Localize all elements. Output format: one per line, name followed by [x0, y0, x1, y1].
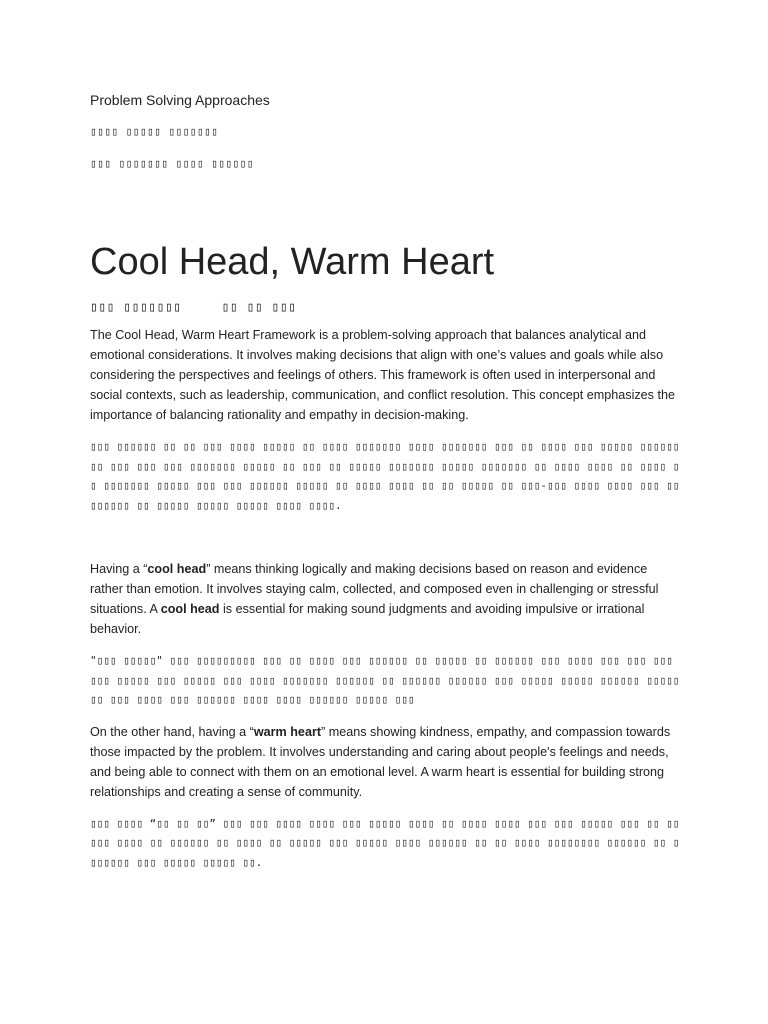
title-translation-left: ▯▯▯ ▯▯▯▯▯▯▯	[90, 300, 182, 315]
text-run: is essential for making sound judgments and avoiding impulsive or irrational behavior.	[90, 602, 645, 636]
bold-term: warm heart	[253, 724, 322, 739]
page-title: Cool Head, Warm Heart	[90, 241, 495, 283]
bold-term: cool head	[147, 562, 207, 576]
subtitle-translation-1: ▯▯▯▯ ▯▯▯▯▯ ▯▯▯▯▯▯▯	[90, 125, 219, 138]
section-gap	[90, 527, 680, 559]
document-content	[90, 90, 680, 884]
title-translation	[90, 300, 680, 315]
paragraph-cool-head	[90, 559, 680, 639]
text-run: On the other hand, having a “	[90, 724, 254, 739]
subtitle: Problem Solving Approaches	[90, 92, 270, 108]
bold-term: cool head	[160, 602, 220, 616]
paragraph-intro: The Cool Head, Warm Heart Framework is a problem-solving approach that balances analytical and emotional considerations. It involves making decisions that align with one’s values and goals while also considering the perspectives and feelings of others. This framework is often used in interpersonal and social contexts, such as leadership, communication, and conflict resolution. This concept emphasizes the importance of balancing rationality and empathy in decision-making.	[90, 328, 675, 422]
text-run: ” means showing kindness, empathy, and compassion towards those impacted by the problem. It involves understanding and caring about people's feelings and needs, and being able to connect with them on an emotional level. A warm heart is essential for building strong relationships and creating a sense of community.	[90, 724, 671, 799]
paragraph-warm-heart-translation: ▯▯▯ ▯▯▯▯ “▯▯ ▯▯ ▯▯” ▯▯▯ ▯▯▯ ▯▯▯▯ ▯▯▯▯ ▯▯▯ ▯▯▯▯▯ ▯▯▯▯ ▯▯ ▯▯▯▯ ▯▯▯▯ ▯▯▯ ▯▯▯ ▯▯▯▯▯ ▯▯▯ ▯▯ ▯▯▯▯▯ ▯▯▯▯ ▯▯ ▯▯▯▯▯▯ ▯▯ ▯▯▯▯ ▯▯ ▯▯▯▯▯ ▯▯▯ ▯▯▯▯▯ ▯▯▯▯ ▯▯▯▯▯▯ ▯▯ ▯▯ ▯▯▯▯ ▯▯▯▯▯▯▯▯ ▯▯▯▯▯▯ ▯▯ ▯▯▯▯▯▯▯ ▯▯▯ ▯▯▯▯▯ ▯▯▯▯▯ ▯▯.	[90, 816, 680, 869]
text-run: ” means thinking logically and making decisions based on reason and evidence rather than emotion. It involves staying calm, collected, and composed even in challenging or stressful situations. A	[90, 562, 659, 616]
paragraph-cool-head-translation: "▯▯▯ ▯▯▯▯▯" ▯▯▯ ▯▯▯▯▯▯▯▯▯ ▯▯▯ ▯▯ ▯▯▯▯ ▯▯▯ ▯▯▯▯▯▯ ▯▯ ▯▯▯▯▯ ▯▯ ▯▯▯▯▯▯ ▯▯▯ ▯▯▯▯ ▯▯▯ ▯▯▯ ▯▯▯ ▯▯▯ ▯▯▯▯▯ ▯▯▯ ▯▯▯▯▯ ▯▯▯ ▯▯▯▯ ▯▯▯▯▯▯▯ ▯▯▯▯▯▯ ▯▯ ▯▯▯▯▯▯ ▯▯▯▯▯▯ ▯▯▯ ▯▯▯▯▯ ▯▯▯▯▯ ▯▯▯▯▯▯ ▯▯▯▯▯ ▯▯ ▯▯▯ ▯▯▯▯ ▯▯▯ ▯▯▯▯▯▯ ▯▯▯▯ ▯▯▯▯ ▯▯▯▯▯▯ ▯▯▯▯▯ ▯▯▯	[90, 654, 680, 706]
paragraph-warm-heart	[90, 722, 680, 802]
paragraph-intro-translation: ▯▯▯ ▯▯▯▯▯▯ ▯▯ ▯▯ ▯▯▯ ▯▯▯▯ ▯▯▯▯▯ ▯▯ ▯▯▯▯ ▯▯▯▯▯▯▯ ▯▯▯▯ ▯▯▯▯▯▯▯ ▯▯▯ ▯▯ ▯▯▯▯ ▯▯▯ ▯▯▯▯▯ ▯▯▯▯▯▯ ▯▯ ▯▯▯ ▯▯▯ ▯▯▯ ▯▯▯▯▯▯▯ ▯▯▯▯▯ ▯▯ ▯▯▯ ▯▯ ▯▯▯▯▯ ▯▯▯▯▯▯▯ ▯▯▯▯▯ ▯▯▯▯▯▯▯ ▯▯ ▯▯▯▯ ▯▯▯▯ ▯▯ ▯▯▯▯ ▯▯ ▯▯▯▯▯▯▯ ▯▯▯▯▯ ▯▯▯ ▯▯▯ ▯▯▯▯▯▯ ▯▯▯▯▯ ▯▯ ▯▯▯▯ ▯▯▯▯ ▯▯ ▯▯ ▯▯▯▯▯ ▯▯ ▯▯▯-▯▯▯ ▯▯▯▯ ▯▯▯▯ ▯▯▯ ▯▯▯▯▯▯▯▯ ▯▯ ▯▯▯▯▯ ▯▯▯▯▯ ▯▯▯▯▯ ▯▯▯▯ ▯▯▯▯.	[90, 440, 680, 512]
title-translation-right: ▯▯ ▯▯ ▯▯▯	[221, 300, 297, 315]
subtitle-translation-2: ▯▯▯ ▯▯▯▯▯▯▯ ▯▯▯▯ ▯▯▯▯▯▯	[90, 157, 254, 170]
text-run: Having a “	[90, 562, 148, 576]
